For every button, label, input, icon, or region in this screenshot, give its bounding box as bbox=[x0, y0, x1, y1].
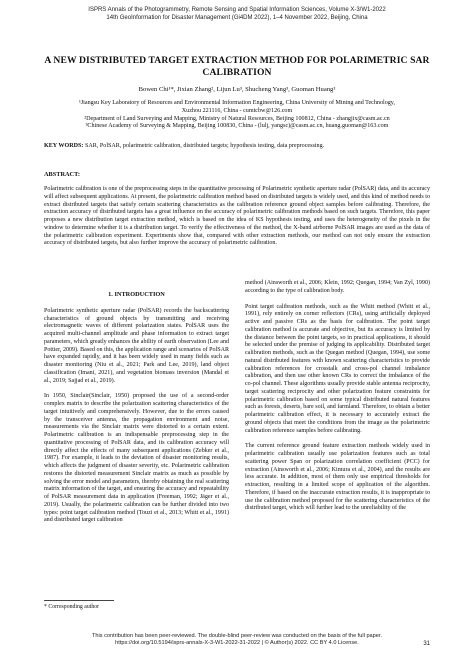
header-line-1: ISPRS Annals of the Photogrammetry, Remote Sensing and Spatial Information Sciences, Volume X-3/W1-2022 bbox=[88, 7, 386, 13]
affiliation-1b: Xuzhou 221116, China - cumtcbw@126.com bbox=[181, 107, 293, 114]
right-column bbox=[245, 280, 430, 521]
left-column bbox=[44, 289, 229, 533]
paragraph: method (Ainsworth et al., 2006; Klein, 1992; Quegan, 1994; Van Zyl, 1990) according to the type of calibration body. bbox=[245, 280, 430, 294]
keywords bbox=[44, 143, 430, 151]
paper-title: A NEW DISTRIBUTED TARGET EXTRACTION METHOD FOR POLARIMETRIC SAR CALIBRATION bbox=[44, 55, 430, 78]
keywords-text: SAR, PolSAR, polarimetric calibration, distributed targets; hypothesis testing, data preprocessing. bbox=[83, 143, 325, 149]
header-line-2: 14th GeoInformation for Disaster Management (Gi4DM 2022), 1–4 November 2022, Beijing, China bbox=[106, 14, 368, 21]
affiliation-3: ³Chinese Academy of Surveying & Mapping, Beijing 100830, China - (lulj, yangsc)@casm.ac.cn, huang.guoman@163.com bbox=[85, 123, 389, 130]
paragraph: Polarimetric synthetic aperture radar (PolSAR) records the backscattering characteristics of ground objects by transmitting and receiving electromagnetic waves of different polarization states. PolSAR uses the acquired multi-channel amplitude and phase information to extract target parameters, which greatly enhances the ability of earth observation (Lee and Pottier, 2009). Based on this, the application range and scenarios of PolSAR have expanded rapidly, and it has been widely used in many fields such as disaster monitoring (Niu et al., 2021; Park and Lee, 2019), land object classification (Imani, 2021), and vegetation biomass inversion (Mandal et al., 2019; Sajjad et al., 2019). bbox=[44, 307, 229, 384]
page-footer bbox=[40, 633, 434, 647]
abstract-text: Polarimetric calibration is one of the preprocessing steps in the quantitative processing of Polarimetric synthetic aperture radar (PolSAR) data, and its accuracy will affect subsequent applications. At present, the polarimetric calibration method based on distributed targets is widely used, and this kind of method needs to extract distributed targets that satisfy certain scattering characteristics as the calibration reference ground object samples before calibrating. Therefore, the extraction accuracy of distributed targets has a great influence on the accuracy of polarimetric calibration methods based on such targets. Therefore, this paper proposes a new distribution target extraction method, which is based on the idea of KS hypothesis testing, and uses the heterogeneity of the pixels in the window to determine whether it is a distribution target. To verify the effectiveness of the method, the X-band airborne PolSAR images are used as the data of the polarimetric calibration experiment. Experiments show that, compared with other extraction methods, our method can not only ensure the extraction accuracy of distributed targets, but also further improve the accuracy of polarimetric calibration. bbox=[44, 186, 430, 247]
affiliations bbox=[30, 100, 444, 131]
abstract-heading: ABSTRACT: bbox=[44, 171, 80, 178]
footer-line-1: This contribution has been peer-reviewed. The double-blind peer-review was conducted on the basis of the full paper. bbox=[91, 633, 382, 639]
affiliation-2: ²Department of Land Surveying and Mapping, Ministry of Natural Resources, Beijing 100812, China - zhangjix@casm.ac.cn bbox=[84, 115, 390, 122]
footnote-divider bbox=[44, 600, 114, 601]
author-list: Bowen Chi¹*, Jixian Zhang², Lijun Lu³, Shucheng Yang³, Guoman Huang³ bbox=[138, 86, 336, 93]
paragraph: The current reference ground feature extraction methods widely used in polarimetric calibration usually use polarization features such as total scattering power Span or polarization correlation coefficient (PCC) for extraction (Ainsworth et al., 2006; Kimura et al., 2004), and the results are less accurate. In addition, most of them only use empirical thresholds for extraction, resulting in a limited scope of application of the algorithm. Therefore, if based on the inaccurate extraction results, it is inappropriate to use the calibration method proposed for the scattering characteristics of the distributed target, which will further lead to the unreliability of the bbox=[245, 443, 430, 512]
paragraph: Point target calibration methods, such as the Whitt method (Whitt et al., 1991), rely entirely on corner reflectors (CRs), using artificially deployed active and passive CRs as the basis for calibration. The point target calibration method is accurate and objective, but its accuracy is limited by the distance between the point targets, so in practical applications, it should be selected under the premise of judging its applicability. Distributed target calibration methods, such as the Quegan method (Quegan, 1994), use some natural distributed features with known scattering characteristics to provide calibration references for crosstalk and cross-pol channel imbalance calibration, and then use other known CRs to correct the imbalance of the co-pol channel. These algorithms usually provide stable antenna reciprocity, target scattering reciprocity and other polarization feature constraints for polarimetric calibration based on some typical distributed natural features such as forests, deserts, bare soil, and farmland. Therefore, to obtain a better polarimetric calibration effect, it is necessary to accurately extract the ground objects that meet the conditions from the image as the polarimetric calibration reference samples before calibrating. bbox=[245, 303, 430, 434]
footer-doi-link[interactable]: https://doi.org/10.5194/isprs-annals-X-3-W1-2022-31-2022 | © Author(s) 2022. CC BY 4.0 License. bbox=[115, 640, 359, 647]
running-header bbox=[20, 7, 454, 22]
keywords-label: KEY WORDS: bbox=[44, 143, 84, 149]
footnote: * Corresponding author bbox=[44, 604, 100, 610]
page-number: 31 bbox=[423, 641, 430, 647]
paragraph: In 1950, Sinclair(Sinclair, 1950) proposed the use of a second-order complex matrix to describe the polarization scattering characteristics of the target intuitively and comprehensively. However, due to the errors caused by the transceiver antenna, the propagation environment and noise, measurements via the Sinclair matrix were distorted to a certain extent. Polarimetric calibration is an indispensable preprocessing step in the quantitative processing of PolSAR data, and its calibration accuracy will directly affect the effects of many subsequent applications (Zebker et al., 1987). For example, it leads to the deviation of disaster monitoring results, which affects the judgment of disaster severity, etc. Polarimetric calibration restores the distorted measurement Sinclair matrix as much as possible by solving the error model and parameters, thereby obtaining the real scattering matrix information of the target, and ensuring the accuracy and repeatability of PolSAR measurement data in application (Freeman, 1992; Jäger et al., 2019). Usually, the polarimetric calibration can be further divided into two types: point target calibration method (Touzi et al., 2013; Whitt et al., 1991) and distributed target calibration bbox=[44, 393, 229, 524]
section-heading-introduction: 1. INTRODUCTION bbox=[108, 291, 165, 298]
affiliation-1a: ¹Jiangsu Key Laboratory of Resources and Environmental Information Engineering, China University of Mining and Technology, bbox=[78, 100, 395, 106]
